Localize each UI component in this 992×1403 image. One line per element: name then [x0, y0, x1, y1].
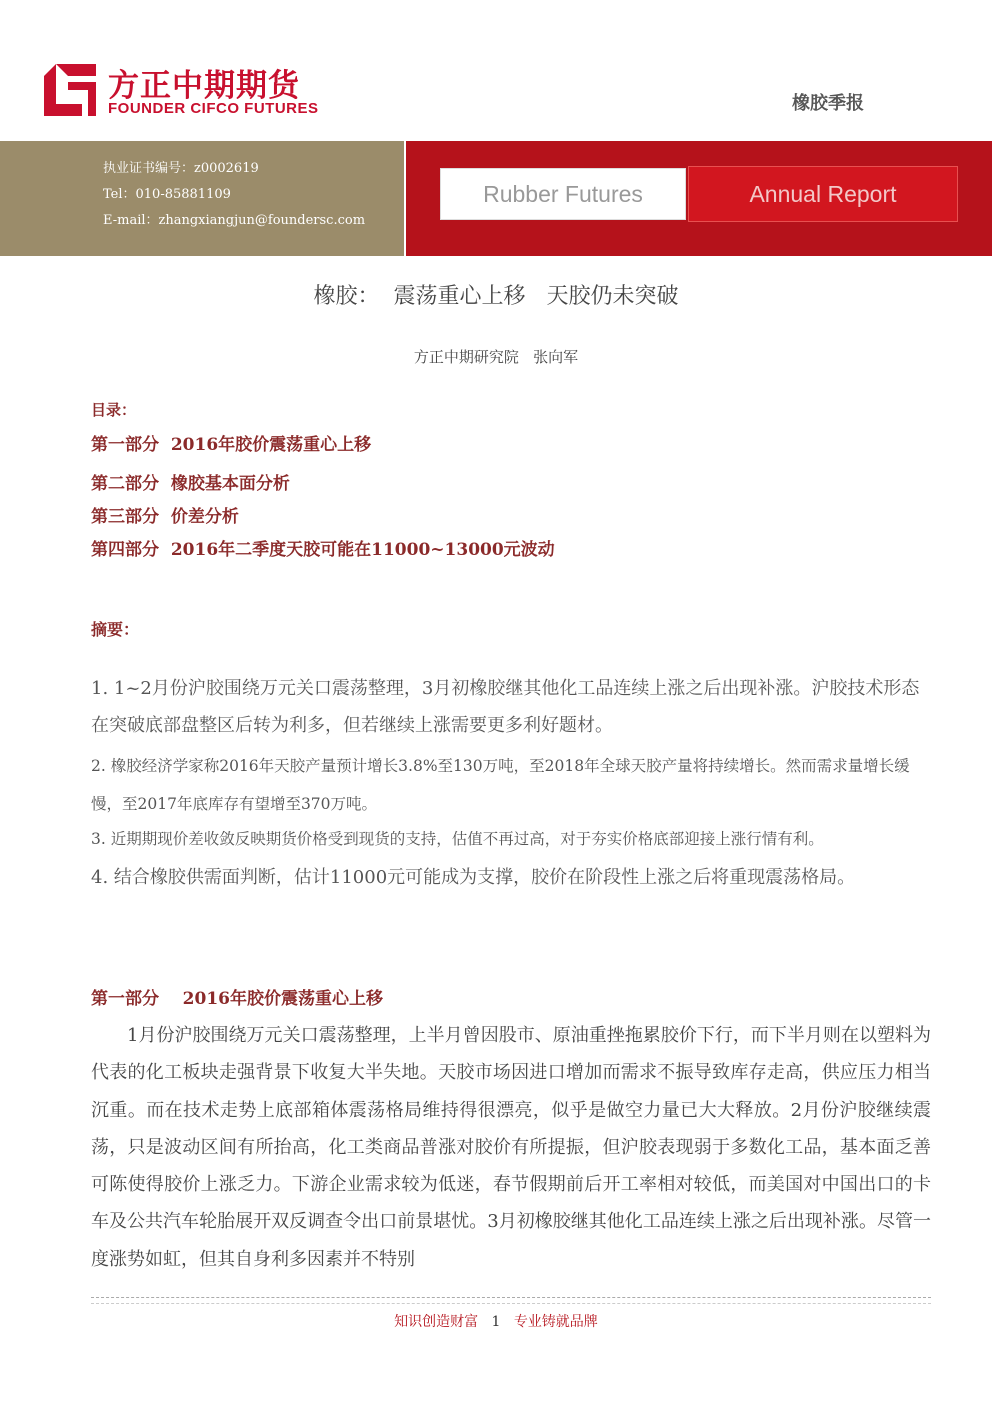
abstract-label: 摘要： — [91, 620, 140, 639]
page-footer — [0, 1311, 992, 1331]
section-body: 1月份沪胶围绕万元关口震荡整理，上半月曾因股市、原油重挫拖累胶价下行，而下半月则在以塑料为代表的化工板块走强背景下收复大半失地。天胶市场因进口增加而需求不振导致库存走高，供应压力相当沉重。而在技术走势上底部箱体震荡格局维持得很漂亮，似乎是做空力量已大大释放。2月份沪胶继续震荡，只是波动区间有所抬高，化工类商品普涨对胶价有所提振，但沪胶表现弱于多数化工品，基本面乏善可陈使得胶价上涨乏力。下游企业需求较为低迷，春节假期前后开工率相对较低，而美国对中国出口的卡车及公共汽车轮胎展开双反调查令出口前景堪忧。3月初橡胶继其他化工品连续上涨之后出现补涨。尽管一度涨势如虹，但其自身利多因素并不特别 — [91, 1025, 931, 1270]
abstract-item: 1. 1~2月份沪胶围绕万元关口震荡整理，3月初橡胶继其他化工品连续上涨之后出现补涨。沪胶技术形态在突破底部盘整区后转为利多，但若继续上涨需要更多利好题材。 — [91, 678, 920, 736]
annual-report-box — [688, 166, 958, 222]
abstract-item: 2. 橡胶经济学家称2016年天胶产量预计增长3.8%至130万吨，至2018年全球天胶产量将持续增长。然而需求量增长缓慢，至2017年底库存有望增至370万吨。 — [91, 757, 910, 813]
toc-label: 目录： — [91, 401, 137, 419]
logo-english-name: FOUNDER CIFCO FUTURES — [108, 100, 319, 117]
email-address: E-mail：zhangxiangjun@foundersc.com — [103, 213, 366, 228]
footer-left-slogan: 知识创造财富 — [394, 1314, 479, 1330]
title-panel — [406, 141, 992, 256]
annual-report-label: Annual Report — [749, 180, 897, 207]
toc-item: 第二部分 橡胶基本面分析 — [91, 474, 290, 494]
toc-item: 第三部分 价差分析 — [91, 507, 239, 527]
phone-number: Tel：010-85881109 — [103, 187, 231, 202]
founder-logo-icon — [42, 62, 98, 118]
footer-divider — [91, 1303, 931, 1304]
company-logo — [42, 60, 332, 120]
rubber-futures-label: Rubber Futures — [483, 180, 643, 207]
page-number: 1 — [491, 1314, 501, 1330]
abstract-item: 4. 结合橡胶供需面判断，估计11000元可能成为支撑，胶价在阶段性上涨之后将重现震荡格局。 — [91, 867, 856, 888]
report-author: 方正中期研究院 张向军 — [413, 348, 579, 366]
toc-item: 第四部分 2016年二季度天胶可能在11000~13000元波动 — [91, 540, 555, 560]
abstract-item: 3. 近期期现价差收敛反映期货价格受到现货的支持，估值不再过高，对于夯实价格底部迎接上涨行情有利。 — [91, 830, 824, 848]
footer-right-slogan: 专业铸就品牌 — [513, 1314, 598, 1330]
rubber-futures-box — [440, 168, 686, 220]
header-banner — [0, 141, 992, 256]
section-heading: 第一部分 2016年胶价震荡重心上移 — [91, 989, 383, 1009]
report-title: 橡胶： 震荡重心上移 天胶仍未突破 — [313, 284, 679, 309]
toc-item: 第一部分 2016年胶价震荡重心上移 — [91, 435, 372, 455]
contact-panel — [0, 141, 404, 256]
report-type-label: 橡胶季报 — [792, 93, 864, 114]
license-number: 执业证书编号：z0002619 — [103, 161, 259, 176]
footer-divider — [91, 1297, 931, 1298]
logo-chinese-name: 方正中期期货 — [108, 68, 300, 104]
